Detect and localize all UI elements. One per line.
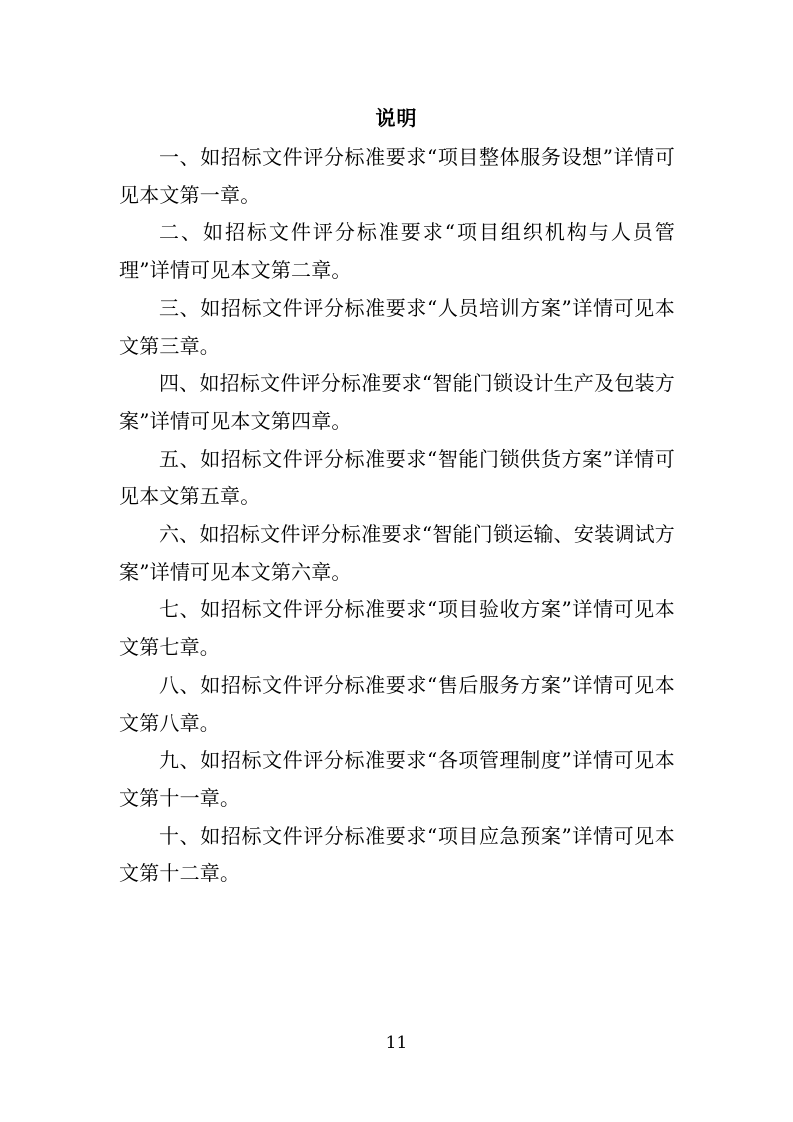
paragraph-2: 二、如招标文件评分标准要求“项目组织机构与人员管理”详情可见本文第二章。 [119,220,675,283]
paragraph-7: 七、如招标文件评分标准要求“项目验收方案”详情可见本文第七章。 [119,597,675,660]
paragraph-3: 三、如招标文件评分标准要求“人员培训方案”详情可见本文第三章。 [119,295,675,358]
paragraph-6: 六、如招标文件评分标准要求“智能门锁运输、安装调试方案”详情可见本文第六章。 [119,522,675,584]
page-title: 说明 [375,106,418,130]
paragraph-9: 九、如招标文件评分标准要求“各项管理制度”详情可见本文第十一章。 [119,748,675,810]
paragraph-8: 八、如招标文件评分标准要求“售后服务方案”详情可见本文第八章。 [119,672,675,735]
page-number: 11 [385,1033,408,1053]
document-body [119,139,675,893]
paragraph-5: 五、如招标文件评分标准要求“智能门锁供货方案”详情可见本文第五章。 [119,446,675,509]
paragraph-10: 十、如招标文件评分标准要求“项目应急预案”详情可见本文第十二章。 [119,823,675,886]
paragraph-1: 一、如招标文件评分标准要求“项目整体服务设想”详情可见本文第一章。 [119,145,675,207]
paragraph-4: 四、如招标文件评分标准要求“智能门锁设计生产及包装方案”详情可见本文第四章。 [119,371,675,433]
